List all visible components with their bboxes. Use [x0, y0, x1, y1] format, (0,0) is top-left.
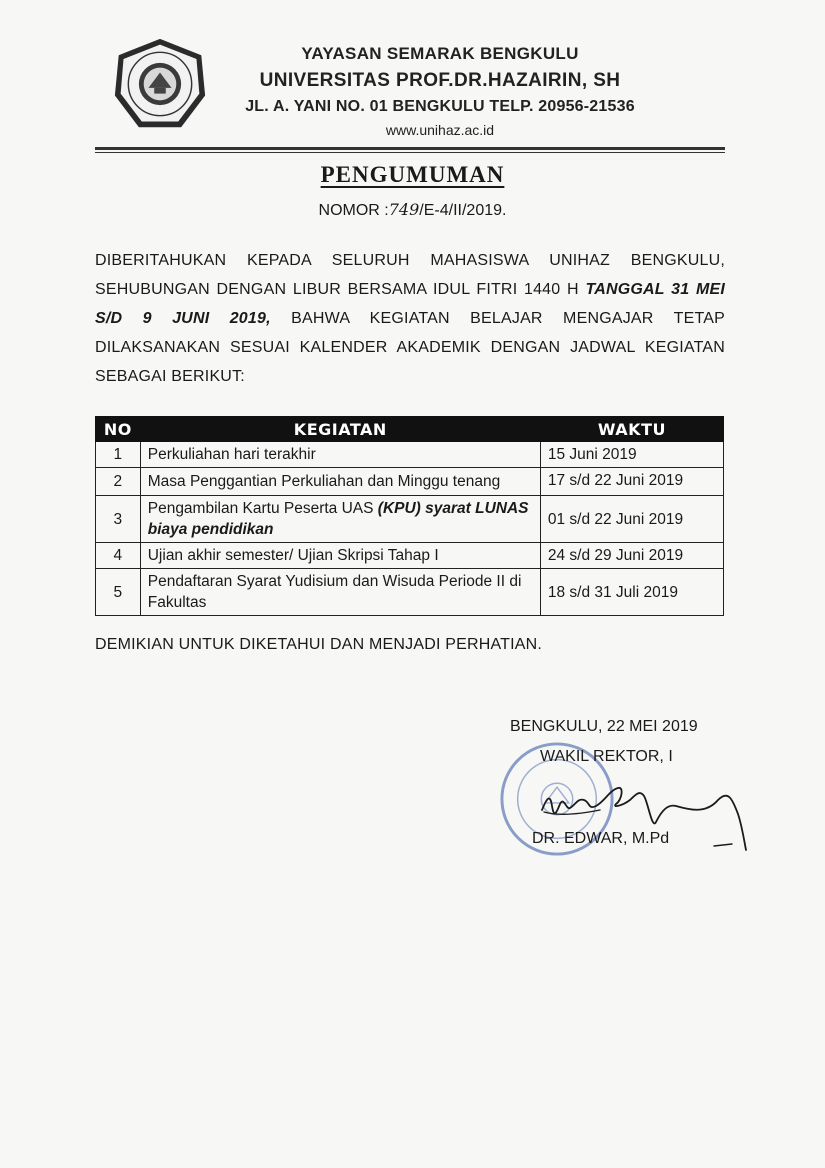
row-no: 5: [96, 569, 141, 616]
announcement-body: DIBERITAHUKAN KEPADA SELURUH MAHASISWA UNIHAZ BENGKULU, SEHUBUNGAN DENGAN LIBUR BERSAMA IDUL FITRI 1440 H TANGGAL 31 MEI S/D 9 JUNI 2019, BAHWA KEGIATAN BELAJAR MENGAJAR TETAP DILAKSANAKAN SESUAI KALENDER AKADEMIK DENGAN JADWAL KEGIATAN SEBAGAI BERIKUT:: [95, 252, 726, 385]
row-kegiatan: Pendaftaran Syarat Yudisium dan Wisuda Periode II di Fakultas: [140, 569, 540, 616]
header-waktu: WAKTU: [540, 417, 723, 442]
table-row: [96, 442, 724, 468]
row-no: 2: [96, 468, 141, 496]
table-row: [96, 496, 724, 543]
row-kegiatan: Perkuliahan hari terakhir: [140, 442, 540, 468]
handwritten-signature: [540, 770, 750, 860]
signer-name: DR. EDWAR, M.Pd: [532, 830, 670, 847]
row-kegiatan: Ujian akhir semester/ Ujian Skripsi Tahap I: [140, 543, 540, 569]
row-waktu: 15 Juni 2019: [540, 442, 723, 468]
place-date: BENGKULU, 22 MEI 2019: [510, 718, 698, 735]
payment-requirement: (KPU) syarat LUNAS biaya pendidikan: [147, 500, 529, 538]
table-header-row: [96, 417, 724, 442]
table-row: [96, 543, 724, 569]
university-logo: [112, 36, 208, 132]
row-waktu: 17 s/d 22 Juni 2019: [540, 468, 723, 496]
document-number-value: 749: [388, 200, 420, 219]
university-website: www.unihaz.ac.id: [385, 122, 495, 138]
table-row: [96, 468, 724, 496]
letterhead: [230, 44, 650, 138]
university-address: JL. A. YANI NO. 01 BENGKULU TELP. 20956-21536: [245, 98, 635, 115]
document-title: PENGUMUMAN: [320, 162, 505, 187]
row-kegiatan: Pengambilan Kartu Peserta UAS (KPU) syarat LUNAS biaya pendidikan: [140, 496, 540, 543]
row-waktu: 24 s/d 29 Juni 2019: [540, 543, 723, 569]
row-waktu: 18 s/d 31 Juli 2019: [540, 569, 723, 616]
row-no: 1: [96, 442, 141, 468]
header-kegiatan: KEGIATAN: [140, 417, 540, 442]
signer-position: WAKIL REKTOR, I: [540, 748, 673, 765]
schedule-table: [95, 416, 724, 616]
row-waktu: 01 s/d 22 Juni 2019: [540, 496, 723, 543]
foundation-name: YAYASAN SEMARAK BENGKULU: [301, 44, 579, 63]
table-row: [96, 569, 724, 616]
university-name: UNIVERSITAS PROF.DR.HAZAIRIN, SH: [259, 70, 621, 91]
document-number: NOMOR :749/E-4/II/2019.: [318, 200, 507, 219]
row-kegiatan: Masa Penggantian Perkuliahan dan Minggu tenang: [140, 468, 540, 496]
header-divider-thick: [95, 147, 725, 150]
row-no: 3: [96, 496, 141, 543]
holiday-dates: TANGGAL 31 MEI S/D 9 JUNI 2019,: [95, 281, 726, 327]
row-no: 4: [96, 543, 141, 569]
header-divider-thin: [95, 152, 725, 153]
header-no: NO: [96, 417, 141, 442]
closing-statement: DEMIKIAN UNTUK DIKETAHUI DAN MENJADI PERHATIAN.: [95, 636, 543, 653]
